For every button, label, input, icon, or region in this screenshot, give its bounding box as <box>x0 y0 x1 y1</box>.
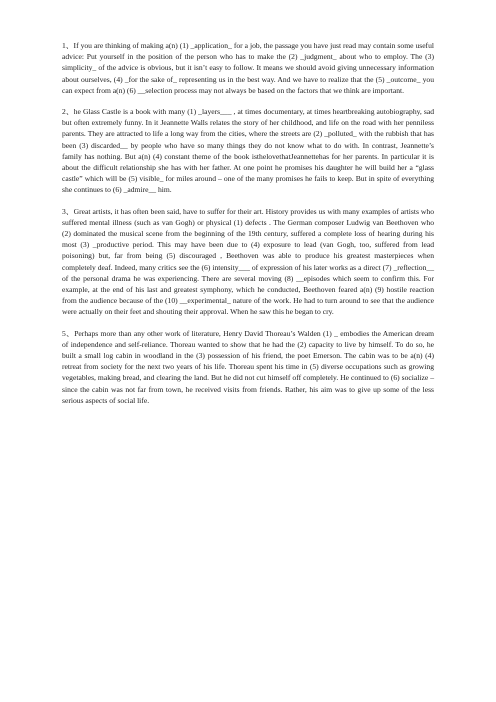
paragraph-number: 5、 <box>62 328 75 338</box>
paragraph-3 <box>62 206 434 318</box>
document-page <box>62 40 434 416</box>
paragraph-number: 2、 <box>62 107 74 117</box>
paragraph-number: 1、 <box>62 41 74 50</box>
paragraph-text: If you are thinking of making a(n) (1) _application_ for a job, the passage you have just read may contain some useful advice: Put yourself in the position of the person who has to make the (2) _judgment_ about who to employ. The (3) simplicity_ of the advice is obvious, but it isn’t easy to follow. It means we should avoid giving unnecessary information about ourselves, (4) _for the sake of_ representing us in the best way. And we have to realize that the (5) _outcome_ you can expect from a(n) (6) __selection process may not always be based on the factors that we think are important. <box>62 41 434 95</box>
paragraph-text: he Glass Castle is a book with many (1) _layers___ , at times documentary, at times heartbreaking autobiography, sad but often extremely funny. In it Jeannette Walls relates the story of her childhood, and life on the road with her penniless parents. They are attracted to life a long way from the cities, where the streets are (2) _polluted_ with the rubbish that has been (3) discarded__ by people who have so many things they do not know what to do with. In contrast, Jeannette’s family has nothing. But a(n) (4) constant theme of the book isthelovethatJeannettehas for her parents. In particular it is about the difficult relationship she has with her father. At one point he promises his daughter he will build her a “glass castle” which will be (5) visible_ for miles around – one of the many promises he fails to keep. But in spite of everything she continues to (6) _admire__ him. <box>62 107 435 195</box>
paragraph-5 <box>62 328 434 406</box>
paragraph-text: Great artists, it has often been said, have to suffer for their art. History provides us with many examples of artists who suffered mental illness (such as van Gogh) or physical (1) defects . The German composer Ludwig van Beethoven who (2) dominated the musical scene from the beginning of the 19th century, suffered a complete loss of hearing during his most (3) _productive period. This may have been due to (4) exposure to lead (van Gogh, too, suffered from lead poisoning) but, far from being (5) discouraged , Beethoven was able to produce his greatest masterpieces when completely deaf. Indeed, many critics see the (6) intensity___ of expression of his later works as a direct (7) _reflection__ of the personal drama he was experiencing. There are several moving (8) __episodes which seem to confirm this. For example, at the end of his last and greatest symphony, which he conducted, Beethoven feared a(n) (9) hostile reaction from the audience because of the (10) __experimental_ nature of the work. He had to turn around to see that the audience were actually on their feet and shouting their approval. When he saw this he began to cry. <box>62 206 434 317</box>
paragraph-number: 3、 <box>62 206 74 216</box>
paragraph-1 <box>62 40 434 96</box>
paragraph-text: Perhaps more than any other work of literature, Henry David Thoreau’s Walden (1) _ embodies the American dream of independence and self-reliance. Thoreau wanted to show that he had the (2) capacity to live by himself. To do so, he built a small log cabin in woodland in the (3) possession of his friend, the poet Emerson. The cabin was to be a(n) (4) retreat from society for the next two years of his life. Thoreau spent his time in (5) diverse occupations such as growing vegetables, making bread, and clearing the land. But he did not cut himself off completely. He continued to (6) socialize – since the cabin was not far from town, he received visits from friends. Rather, his aim was to give up some of the less serious aspects of social life. <box>62 328 434 405</box>
paragraph-2 <box>62 106 434 196</box>
